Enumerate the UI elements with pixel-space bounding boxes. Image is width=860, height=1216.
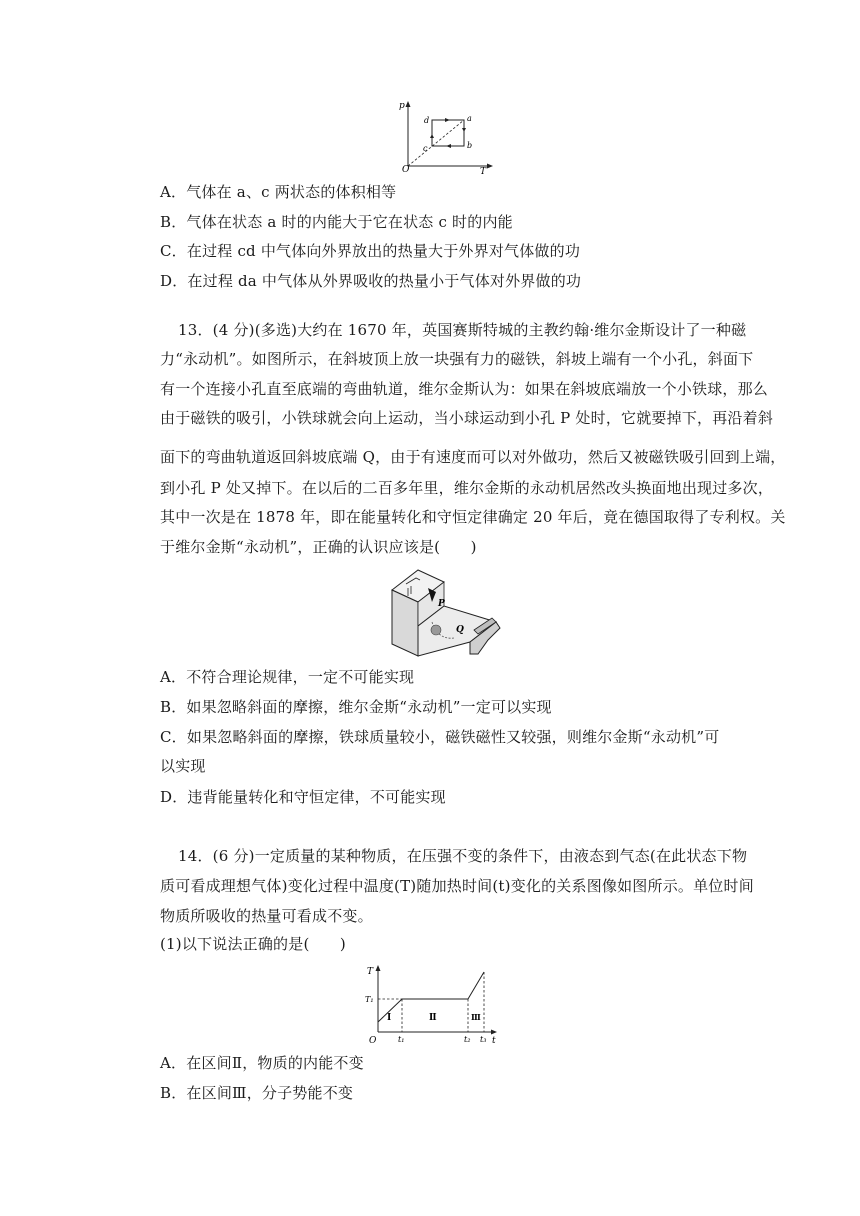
axis-p-label: p — [399, 101, 405, 111]
q13-option-a: A．不符合理论规律，一定不可能实现 — [160, 668, 415, 686]
region-2-label: Ⅱ — [429, 1013, 437, 1023]
origin-label-2: O — [369, 1036, 377, 1046]
q12-option-a: A．气体在 a、c 两状态的体积相等 — [160, 183, 397, 201]
q13-option-d: D．违背能量转化和守恒定律，不可能实现 — [160, 788, 446, 806]
q14-sub-question-1: (1)以下说法正确的是( ) — [160, 935, 346, 953]
region-1-label: Ⅰ — [387, 1013, 392, 1023]
q13-line-7: 其中一次是在 1878 年，即在能量转化和守恒定律确定 20 年后，竟在德国取得了专利权。关 — [160, 508, 786, 526]
temperature-time-graph — [364, 962, 504, 1046]
point-c-label: c — [423, 144, 428, 153]
t1-temperature-label: T₁ — [365, 995, 374, 1004]
q14-option-b: B．在区间Ⅲ，分子势能不变 — [160, 1084, 354, 1102]
q13-line-2: 力“永动机”。如图所示，在斜坡顶上放一块强有力的磁铁，斜坡上端有一个小孔，斜面下 — [160, 350, 754, 368]
q13-line-4: 由于磁铁的吸引，小铁球就会向上运动，当小球运动到小孔 P 处时，它就要掉下，再沿着斜 — [160, 409, 774, 427]
q14-option-a: A．在区间Ⅱ，物质的内能不变 — [160, 1054, 364, 1072]
axis-t-upper-label: T — [367, 967, 374, 977]
pt-diagram — [392, 98, 502, 174]
point-a-label: a — [467, 114, 472, 123]
q13-option-c-2: 以实现 — [160, 757, 206, 775]
axis-t-label: T — [480, 167, 487, 174]
q14-line-2: 质可看成理想气体)变化过程中温度(T)随加热时间(t)变化的关系图像如图所示。单位时间 — [160, 877, 754, 895]
t2-label: t₂ — [464, 1035, 471, 1044]
q13-line-6: 到小孔 P 处又掉下。在以后的二百多年里，维尔金斯的永动机居然改头换面地出现过多次， — [160, 479, 774, 497]
t1-label: t₁ — [398, 1035, 405, 1044]
label-q: Q — [456, 625, 464, 635]
q12-option-c: C．在过程 cd 中气体向外界放出的热量大于外界对气体做的功 — [160, 242, 581, 260]
q13-line-8: 于维尔金斯“永动机”，正确的认识应该是( ) — [160, 538, 477, 556]
label-p: P — [438, 599, 445, 609]
region-3-label: Ⅲ — [471, 1012, 481, 1022]
origin-label: O — [402, 165, 410, 174]
q13-option-b: B．如果忽略斜面的摩擦，维尔金斯“永动机”一定可以实现 — [160, 698, 552, 716]
q13-line-1: 13．(4 分)(多选)大约在 1670 年，英国赛斯特城的主教约翰·维尔金斯设计了一种磁 — [178, 321, 747, 339]
magnet-slope-figure — [388, 566, 504, 662]
q13-line-3: 有一个连接小孔直至底端的弯曲轨道，维尔金斯认为：如果在斜坡底端放一个小铁球，那么 — [160, 380, 769, 398]
point-b-label: b — [467, 141, 473, 150]
q12-option-d: D．在过程 da 中气体从外界吸收的热量小于气体对外界做的功 — [160, 272, 582, 290]
point-d-label: d — [424, 116, 430, 125]
q13-option-c-1: C．如果忽略斜面的摩擦，铁球质量较小，磁铁磁性又较强，则维尔金斯“永动机”可 — [160, 728, 720, 746]
q14-line-1: 14．(6 分)一定质量的某种物质，在压强不变的条件下，由液态到气态(在此状态下物 — [178, 847, 748, 865]
q13-line-5: 面下的弯曲轨道返回斜坡底端 Q，由于有速度而可以对外做功，然后又被磁铁吸引回到上端， — [160, 448, 786, 466]
q12-option-b: B．气体在状态 a 时的内能大于它在状态 c 时的内能 — [160, 213, 513, 231]
t3-label: t₃ — [480, 1035, 487, 1044]
q14-line-3: 物质所吸收的热量可看成不变。 — [160, 907, 373, 925]
axis-t-lower-label: t — [492, 1036, 496, 1046]
